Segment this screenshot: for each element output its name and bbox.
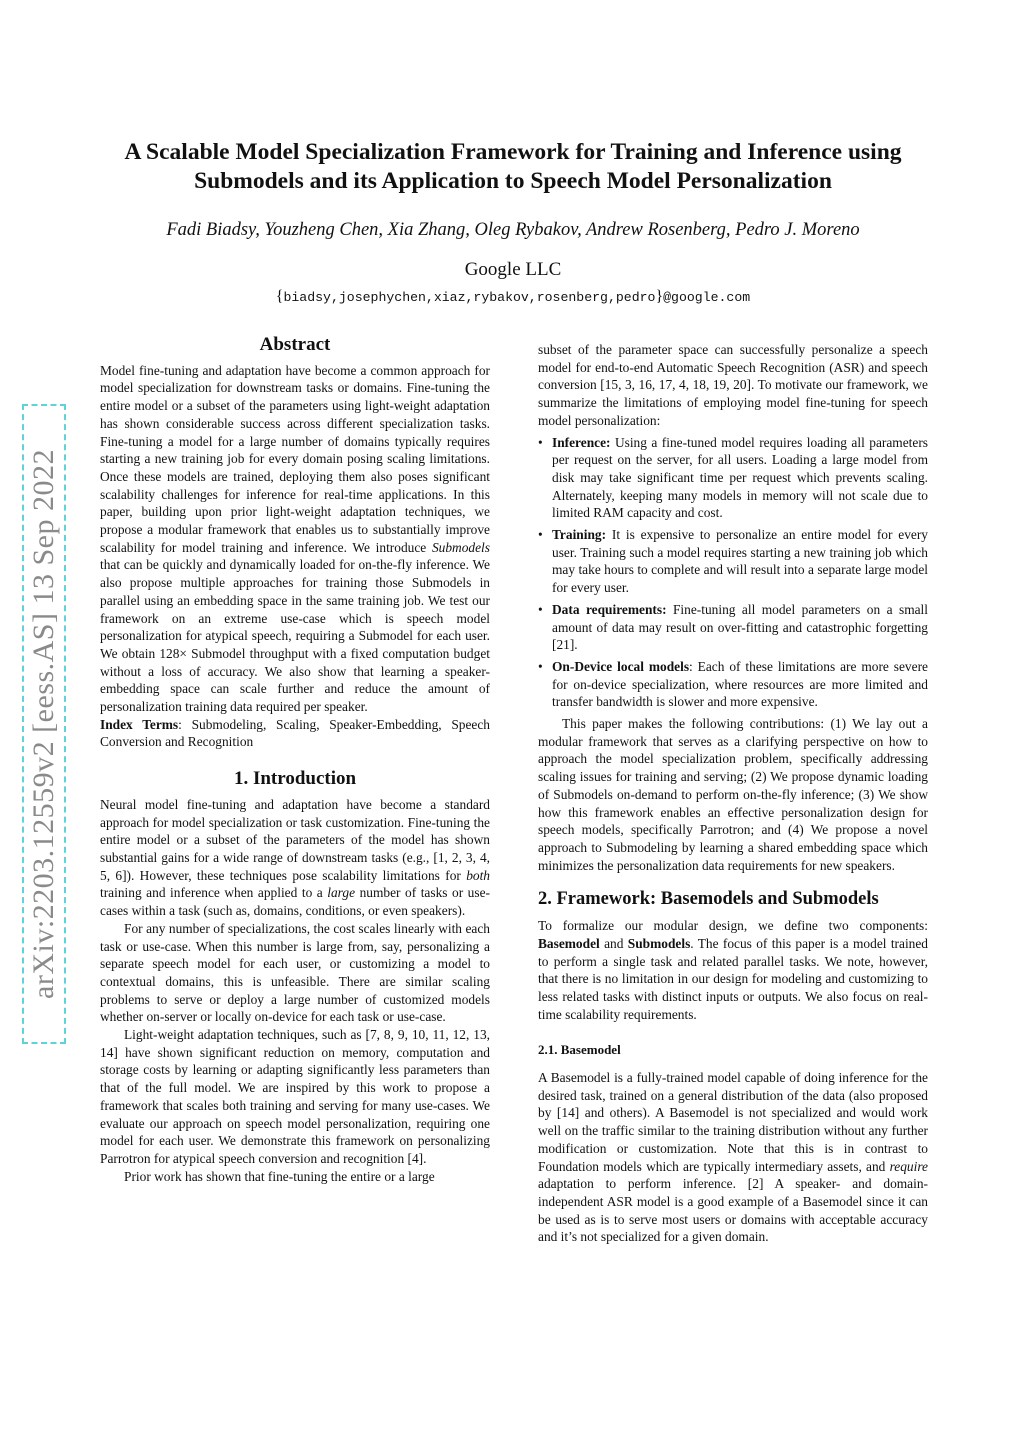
list-item-text: Using a fine-tuned model requires loading all parameters per request on the server, for all users. Loading a large model from disk may take significant time per request which prevents scaling. Alternately, keeping many models in memory will not scale due to limited RAM capacity and cost.	[552, 434, 928, 521]
paper-title	[90, 138, 936, 196]
author-emails	[90, 288, 936, 306]
list-item	[538, 526, 928, 597]
intro-paragraph-3: Light-weight adaptation techniques, such as [7, 8, 9, 10, 11, 12, 13, 14] have shown significant reduction on memory, computation and storage costs by learning or adapting significantly less parameters than that of the full model. We are inspired by this work to propose a framework that scales both training and serving for many use-cases. We evaluate our approach on speech model personalization, requiring one model for each user. We demonstrate this framework on personalizing Parrotron for atypical speech conversion and recognition [4].	[100, 1027, 490, 1166]
list-item-text: Fine-tuning all model parameters on a small amount of data may result on over-fitting and catastrophic forgetting [21].	[552, 601, 929, 653]
email-brace-open: {	[275, 288, 284, 305]
right-column	[538, 341, 928, 1246]
intro-paragraph-4-continued: subset of the parameter space can successfully personalize a speech model for end-to-end Automatic Speech Recognition (ASR) and speech conversion [15, 3, 16, 17, 4, 18, 19, 20]. To motivate our framework, we summarize the limitations of employing model fine-tuning for speech model personalization:	[538, 342, 928, 428]
title-line-2: Submodels and its Application to Speech Model Personalization	[194, 168, 832, 194]
intro-text-part: number of tasks or use-cases within a task (such as, domains, conditions, or even speakers).	[100, 885, 490, 919]
list-item-label: Data requirements:	[552, 601, 667, 617]
framework-text-part: . The focus of this paper is a model trained to perform a single task and related parallel tasks. We note, however, that there is no limitation in our design for modeling and customizing to less related tasks with distinct inputs or outputs. We also focus on real-time scalability requirements.	[538, 935, 928, 1022]
arxiv-stamp	[22, 404, 66, 1044]
basemodel-text-part: A Basemodel is a fully-trained model capable of doing inference for the desired task, trained on a general distribution of the data (also proposed by [14] and others). A Basemodel is not specialized and would work well on the traffic similar to the training distribution without any further modification or customization. Note that this is in contrast to Foundation models which are typically intermediary assets, and	[538, 1070, 928, 1174]
list-item	[538, 601, 928, 654]
email-brace-close: }	[655, 288, 664, 305]
email-domain: @google.com	[663, 290, 751, 305]
contributions-paragraph: This paper makes the following contributions: (1) We lay out a modular framework that serves as a clarifying perspective on how to approach the model specialization problem, specifically addressing scaling issues for training and serving; (2) We propose dynamic loading of Submodels on-demand to perform on-the-fly inference; (3) We show how this framework enables an effective personalization design for speech models, specifically Parrotron; and (4) We propose a novel approach to Submodeling by learning a shared embedding space which minimizes the personalization data requirements for new speakers.	[538, 716, 928, 873]
index-terms	[100, 716, 490, 751]
list-item-text: : Each of these limitations are more severe for on-device specialization, where resources are more limited and transfer bandwidth is slower and more expensive.	[552, 658, 928, 710]
abstract-text	[100, 362, 490, 716]
intro-paragraph-2: For any number of specializations, the cost scales linearly with each task or use-case. When this number is large from, say, personalizing a separate speech model for each user, or customizing a model to contextual domains, this is unfeasible. There are similar scaling problems to serve or deploy a large number of customized models whether on-server or locally on-device for each task or use-case.	[100, 920, 490, 1025]
abstract-text-part: Model fine-tuning and adaptation have become a common approach for model specialization for downstream tasks or domains. Fine-tuning the entire model or a subset of the parameters using light-weight adaptation has shown considerable success across different specialization tasks. Fine-tuning a model for a large number of domains typically requires starting a new training job for every domain posing scaling limitations. Once these models are trained, deploying them also poses significant scalability challenges for inference for real-time applications. In this paper, building upon prior light-weight adaptation techniques, we propose a modular framework that enables us to substantially improve scalability for model training and inference. We introduce	[100, 362, 490, 555]
list-item	[538, 658, 928, 711]
intro-text-part: training and inference when applied to a	[100, 885, 328, 901]
title-line-1: A Scalable Model Specialization Framework for Training and Inference using	[124, 139, 902, 165]
framework-text-part: To formalize our modular design, we define two components:	[538, 918, 928, 934]
framework-term: Submodels	[627, 935, 691, 951]
arxiv-identifier: arXiv:2203.12559v2 [eess.AS] 13 Sep 2022	[27, 449, 61, 999]
intro-paragraph-1	[100, 796, 490, 920]
abstract-emphasis: Submodels	[431, 539, 490, 555]
intro-emphasis: large	[327, 885, 356, 901]
basemodel-heading: 2.1. Basemodel	[538, 1042, 621, 1058]
index-terms-text: : Submodeling, Scaling, Speaker-Embedding, Speech Conversion and Recognition	[100, 716, 490, 750]
framework-term: Basemodel	[538, 935, 600, 951]
left-column	[100, 336, 490, 1185]
introduction-heading: 1. Introduction	[233, 768, 357, 790]
list-item-label: On-Device local models	[552, 658, 690, 674]
basemodel-paragraph	[538, 1069, 928, 1246]
abstract-heading: Abstract	[259, 334, 331, 355]
framework-heading: 2. Framework: Basemodels and Submodels	[538, 889, 879, 910]
framework-text-part: and	[599, 935, 628, 951]
list-item-label: Inference:	[552, 434, 611, 450]
intro-paragraph-4: Prior work has shown that fine-tuning the entire or a large	[124, 1168, 435, 1184]
list-item	[538, 434, 928, 523]
author-list: Fadi Biadsy, Youzheng Chen, Xia Zhang, Oleg Rybakov, Andrew Rosenberg, Pedro J. Moreno	[166, 220, 860, 240]
list-item-label: Training:	[552, 527, 607, 543]
email-names: biadsy,josephychen,xiaz,rybakov,rosenberg,pedro	[283, 290, 656, 305]
limitations-list	[538, 434, 928, 712]
basemodel-text-part: adaptation to perform inference. [2] A speaker- and domain- independent ASR model is a good example of a Basemodel since it can be used as is to serve most users or domains with acceptable accuracy and it’s not specialized for a given domain.	[538, 1176, 928, 1245]
affiliation: Google LLC	[464, 259, 562, 280]
intro-text-part: Neural model fine-tuning and adaptation have become a standard approach for model specialization or task customization. Fine-tuning the entire model or a subset of the parameters of the model has shown substantial gains for a wide range of downstream tasks (e.g., [1, 2, 3, 4, 5, 6]). However, these techniques pose scalability limitations for	[100, 796, 490, 883]
framework-paragraph	[538, 917, 928, 1023]
basemodel-emphasis: require	[889, 1158, 928, 1174]
intro-emphasis: both	[466, 867, 490, 883]
list-item-text: It is expensive to personalize an entire model for every user. Training such a model requires starting a new training job which may take hours to complete and will result into a separate large model for every user.	[552, 527, 928, 596]
index-terms-label: Index Terms	[100, 716, 179, 732]
abstract-text-part: that can be quickly and dynamically loaded for on-the-fly inference. We also propose multiple approaches for training those Submodels in parallel using an embedding space in the same training job. We test our framework on an extreme use-case which is speech model personalization for atypical speech, requiring a Submodel for each user. We obtain 128× Submodel throughput with a fixed computation budget without a loss of accuracy. We also show that learning a speaker-embedding space can scale further and reduce the amount of personalization training data required per speaker.	[100, 557, 490, 715]
